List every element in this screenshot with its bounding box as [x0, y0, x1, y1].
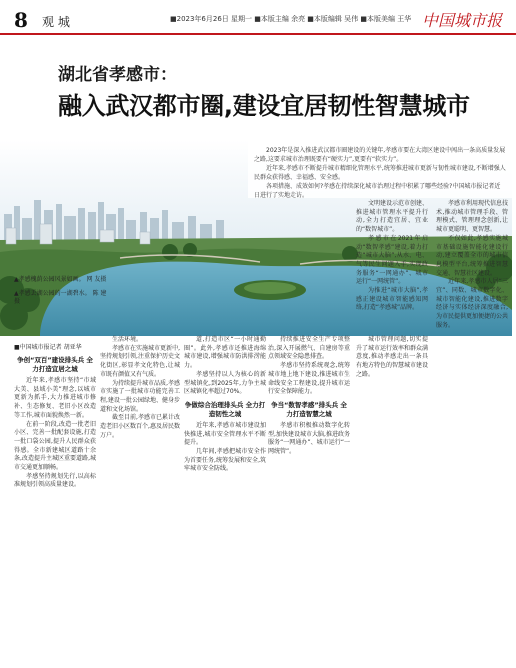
article-column-3 [184, 336, 266, 474]
photo-caption: ▲孝感丢湖公园的一湖碧水。 陈 建 摄 [14, 290, 107, 305]
article-kicker: 湖北省孝感市： [58, 65, 177, 85]
header-rule [0, 33, 516, 35]
body-paragraph: 生活环境。 [112, 336, 143, 343]
body-paragraph: 为持续提升城市品质,孝感市实施了一批城市功能完善工程,建设一批公园绿地、健身步道和文化场馆。 [100, 379, 180, 413]
page-number: 8 [14, 8, 28, 32]
section-subhead: 争做综合治理排头兵 全力打造韧性之城 [184, 400, 266, 418]
body-paragraph: 文明建设示范市创建、推进城市管理水平提升行动,全力打造宜居、宜业的“数智城市”。 [356, 200, 429, 234]
article-column-4 [268, 336, 350, 457]
article-column-2 [100, 336, 180, 440]
lead-paragraph: 近年来,孝感市不断提升城市精细化管理水平,统筹推进城市更新与韧性城市建设,不断增强人民群众获得感、幸福感、安全感。 [254, 165, 506, 181]
newspaper-logo: 中国城市报 [421, 11, 502, 30]
body-paragraph: 近年来,孝感市城市建设加快推进,城市安全管理水平不断提升。 [184, 421, 266, 447]
body-paragraph: 道,打造市区“一小时通勤圈”。此外,孝感市还推进海绵城市建设,增强城市防洪排涝能力。 [184, 336, 266, 370]
body-paragraph: 城市管理问题,切实提升了城市运行效率和群众满意度,推动孝感走出一条具有地方特色的智慧城市建设之路。 [356, 336, 429, 378]
body-paragraph: 近年来,孝感市人居“三宜”、同数、城市数字化、城市智能化建设,推进数字经济与实体经济深度融合,为市民提供更加便捷的公共服务。 [436, 278, 509, 329]
section-subhead: 争当“数智孝感”排头兵 全力打造智慧之城 [271, 400, 347, 418]
body-paragraph: 截至目前,孝感市已累计改造老旧小区数百个,惠及居民数万户。 [100, 414, 180, 439]
article-title: 融入武汉都市圈,建设宜居韧性智慧城市 [58, 92, 470, 120]
body-paragraph: 孝感市在实施城市更新中,坚持规划引领,注重保护历史文化街区,彰显孝文化特色,让城市既有颜值又有气质。 [100, 344, 180, 378]
article-column-1 [14, 352, 96, 490]
section-name: 观 城 [42, 15, 70, 29]
body-paragraph: 孝感坚持规划先行,以高标准规划引领高质量建设。 [14, 472, 96, 489]
article-column-5-lower [356, 336, 428, 380]
lead-paragraph: 各项措施、成效如何?孝感在持续深化城市治理过程中积累了哪些经验?中国城市报记者近日进行了实地走访。 [254, 183, 501, 199]
body-paragraph: 孝感市坚持系统观念,统筹城市地上地下建设,推进城市生命线安全工程建设,提升城市运行安全保障能力。 [268, 362, 350, 396]
body-paragraph: 近年来,孝感市坚持“市域大美、县域小美”理念,以城市更新为抓手,大力推进城市修补、生态修复、老旧小区改造等工作,城市面貌焕然一新。 [14, 377, 96, 419]
article-lead [254, 146, 506, 200]
body-paragraph: 几年间,孝感把城市安全作为首要任务,统筹发展和安全,筑牢城市安全防线。 [184, 448, 266, 473]
body-paragraph: 为推进“城市大脑”,孝感正建设城市智能感知网络,打造“孝感城”品牌。 [356, 287, 428, 312]
body-paragraph: 孝感市利用现代信息技术,推动城市管理手段、管理模式、管理理念创新,让城市更聪明、更智慧。 [436, 200, 509, 234]
body-paragraph: 孝感坚持以人为核心的新型城镇化,到2025年,力争主城区城镇化率超过70%。 [184, 370, 266, 396]
page-header [0, 0, 516, 36]
section-subhead: 争创“双百”建设排头兵 全力打造宜居之城 [17, 356, 93, 373]
photo-captions [14, 276, 114, 312]
issue-meta: ■2023年6月26日 星期一 ■本版主编 余亮 ■本版编辑 吴伟 ■本版美编 王华 [170, 15, 412, 23]
body-paragraph: 不仅如此,孝感实施城市基础设施智能化建设行动,建立覆盖全市的城市信息模型平台,统筹推进智慧交通、智慧社区建设。 [436, 234, 508, 277]
article-column-5 [356, 200, 428, 313]
body-paragraph: 孝感市积极推动数字化转型,加快建设城市大脑,推进政务服务“一网通办”、城市运行“一网统管”。 [268, 421, 350, 456]
lead-paragraph: 2023年是深入推进武汉都市圈建设的关键年,孝感市要在大湾区建设中闯出一条高质量发展之路,这要求城市治理既要有“硬实力”,更要有“软实力”。 [254, 147, 506, 163]
photo-caption: ▲孝感槐荫公园风景如画。 网 友摄 [14, 276, 107, 283]
body-paragraph: 在前一阶段,改造一批老旧小区、完善一批配套设施,打造一批口袋公园,提升人民群众获得感。全市新建城区道路十余条,改造提升主城区重要道路,城市交通更加顺畅。 [14, 420, 96, 472]
article-column-6 [436, 200, 508, 331]
body-paragraph: 孝感市在2021年启动“数智孝感”建设,着力打造“城市大脑”,从水、电、气等民生问题入手,实现政务服务“一网通办”、城市运行“一网统管”。 [356, 234, 428, 286]
body-paragraph: 持续推进安全生产专项整治,深入开展燃气、自建房等重点领域安全隐患排查。 [268, 336, 350, 361]
byline: ■中国城市报记者 胡亚华 [14, 344, 82, 351]
